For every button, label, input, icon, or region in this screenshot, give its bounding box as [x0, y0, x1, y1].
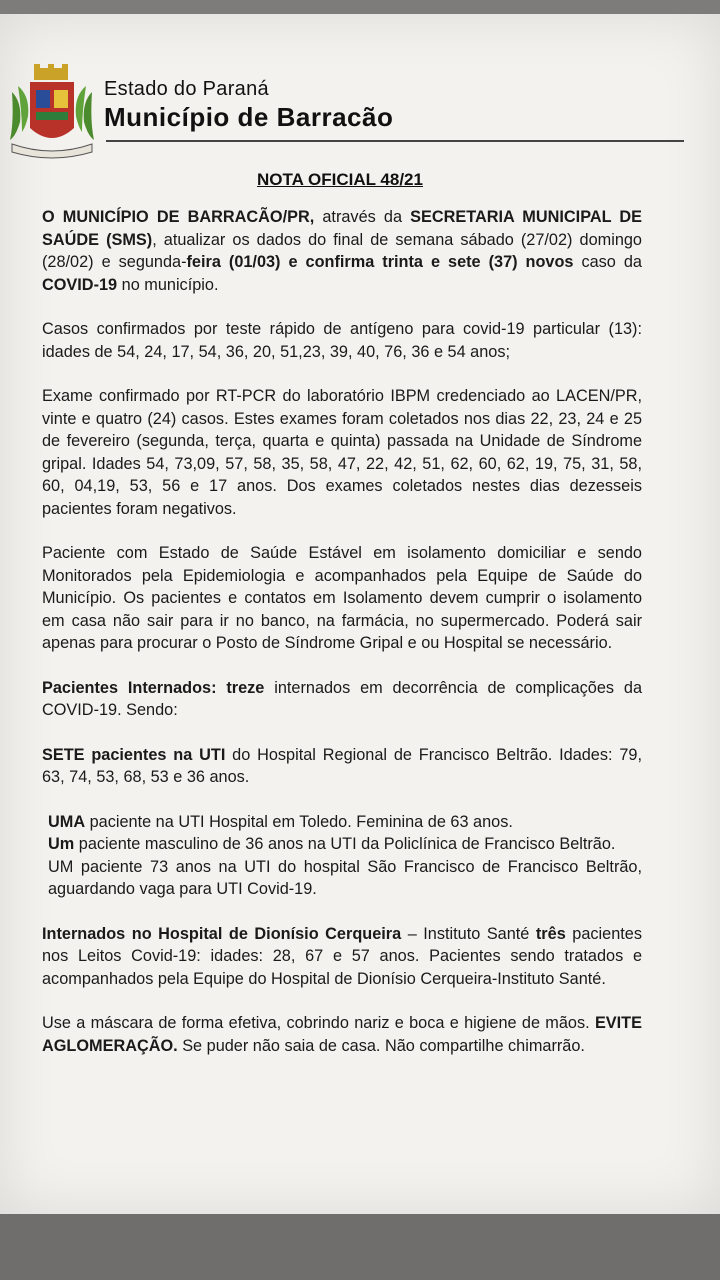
paragraph-recommendations	[42, 1012, 642, 1057]
text-bold: UMA	[48, 812, 86, 831]
state-name: Estado do Paraná	[104, 78, 269, 100]
municipality-name: Município de Barracão	[104, 102, 394, 132]
text: , atualizar os dados do final de semana sábado (27/02) domingo (28/02) e segunda-	[42, 230, 642, 271]
text: Use a máscara de forma efetiva, cobrindo nariz e boca e higiene de mãos.	[42, 1014, 595, 1032]
text: pacientes nos Leitos Covid-19: idades: 28, 67 e 57 anos. Pacientes sendo tratados e acompanhados pela Equipe do Hospital de Dionísio Cerqueira-Instituto Santé.	[42, 924, 642, 988]
text-bold: COVID-19	[42, 275, 118, 294]
text-bold: três	[535, 924, 566, 943]
text: paciente masculino de 36 anos na UTI da Policlínica de Francisco Beltrão.	[74, 835, 616, 853]
text-bold: Pacientes Internados: treze	[42, 678, 265, 697]
text: no município.	[117, 275, 219, 294]
text: caso da	[573, 253, 642, 271]
background-shadow	[0, 1214, 720, 1280]
text-bold: feira (01/03) e confirma trinta e sete (37) novos	[186, 253, 574, 271]
document-title: NOTA OFICIAL 48/21	[257, 170, 423, 189]
paragraph-uti-beltrao	[42, 744, 642, 789]
letterhead	[8, 58, 708, 168]
text: paciente na UTI Hospital em Toledo. Feminina de 63 anos.	[85, 812, 513, 831]
text-bold: SECRETARIA MUNICIPAL DE SAÚDE (SMS)	[42, 208, 642, 249]
text: internados em decorrência de complicações da COVID-19. Sendo:	[42, 678, 642, 719]
text-bold: EVITE AGLOMERAÇÃO.	[42, 1014, 642, 1055]
paragraph-uti-toledo	[42, 811, 642, 834]
paragraph-dionisio	[42, 923, 642, 991]
paragraph-isolation: Paciente com Estado de Saúde Estável em isolamento domiciliar e sendo Monitorados pela Epidemiologia e acompanhados pela Equipe de Saúde do Município. Os pacientes e contatos em Isolamento devem cumprir o isolamento em casa não sair para ir no banco, na farmácia, no supermercado. Poderá sair apenas para procurar o Posto de Síndrome Gripal e ou Hospital se necessário.	[42, 544, 642, 652]
paragraph-hospitalized	[42, 677, 642, 722]
coat-of-arms-icon	[8, 62, 96, 162]
paragraph-rtpcr: Exame confirmado por RT-PCR do laboratório IBPM credenciado ao LACEN/PR, vinte e quatro (24) casos. Estes exames foram coletados nos dias 22, 23, 24 e 25 de fevereiro (segunda, terça, quarta e quinta) passada na Unidade de Síndrome gripal. Idades 54, 73,09, 57, 58, 35, 58, 47, 22, 42, 51, 62, 60, 62, 19, 75, 31, 58, 60, 04,19, 53, 56 e 17 anos. Dos exames coletados nestes dias dezesseis pacientes foram negativos.	[42, 387, 642, 518]
paragraph-intro	[42, 206, 642, 296]
paragraph-uti-sao-francisco: UM paciente 73 anos na UTI do hospital São Francisco de Francisco Beltrão, aguardando vaga para UTI Covid-19.	[48, 857, 642, 898]
text: Se puder não saia de casa. Não compartilhe chimarrão.	[177, 1036, 585, 1055]
header-divider	[106, 140, 684, 142]
text-bold: O MUNICÍPIO DE BARRACÃO/PR,	[42, 208, 315, 226]
text: através da	[314, 208, 411, 226]
text-bold: Internados no Hospital de Dionísio Cerqueira	[42, 924, 402, 943]
text-bold: Um	[48, 835, 75, 853]
paragraph-uti-policlinica	[42, 833, 642, 856]
document-body	[42, 206, 642, 1079]
text-bold: SETE pacientes na UTI	[42, 745, 226, 764]
text: do Hospital Regional de Francisco Beltrão. Idades: 79, 63, 74, 53, 68, 53 e 36 anos.	[42, 745, 642, 786]
paragraph-rapid-tests: Casos confirmados por teste rápido de antígeno para covid-19 particular (13): idades de 54, 24, 17, 54, 36, 20, 51,23, 39, 40, 76, 36 e 54 anos;	[42, 320, 642, 361]
text: – Instituto Santé	[401, 924, 536, 943]
